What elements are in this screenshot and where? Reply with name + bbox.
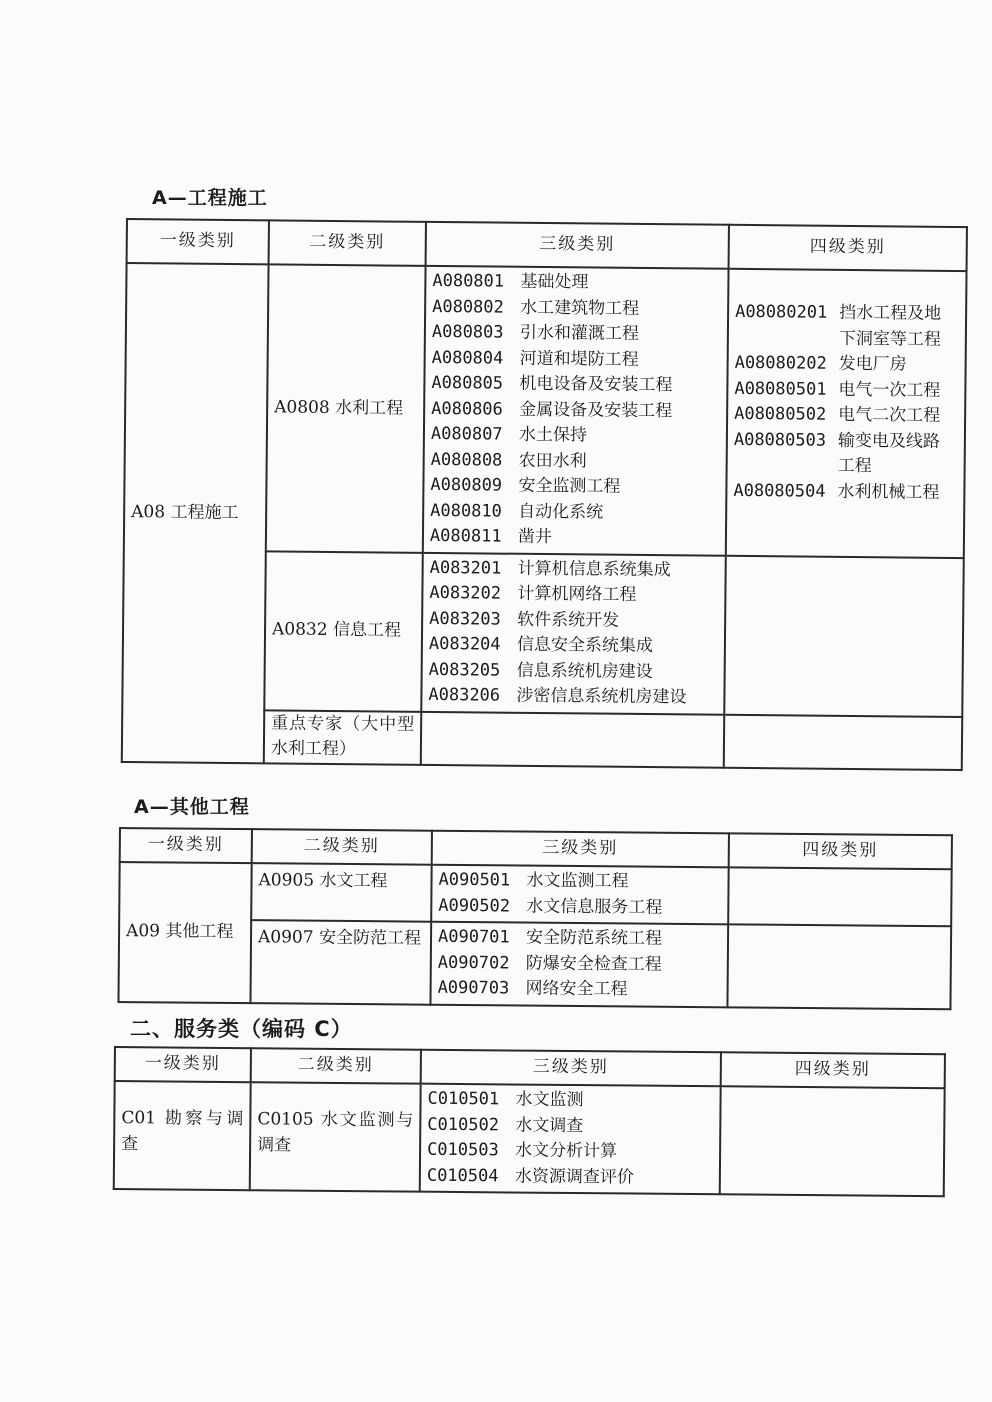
item-name: 发电厂房 (838, 353, 907, 375)
level2-cell: A0832 信息工程 (264, 551, 423, 711)
item-code: A080808 (430, 449, 503, 471)
item-name-continued: 工程 (837, 455, 872, 477)
list-item (432, 294, 721, 322)
list-item (733, 478, 957, 506)
level3-empty-cell (421, 711, 724, 767)
table-services (113, 1046, 946, 1197)
item-code: A083206 (428, 684, 501, 706)
item-name: 防爆安全检查工程 (525, 953, 662, 975)
item-code: C010501 (427, 1088, 500, 1110)
list-item (735, 351, 959, 379)
list-item (429, 581, 718, 609)
list-item (432, 320, 721, 348)
list-item (734, 376, 958, 404)
list-item (427, 1112, 713, 1140)
item-name: 水文调查 (515, 1115, 584, 1136)
item-name: 水文分析计算 (515, 1140, 618, 1162)
section-title-a08: A—工程施工 (152, 187, 268, 209)
item-code: A083201 (429, 557, 502, 579)
level1-cell: A08 工程施工 (122, 263, 269, 763)
item-name: 引水和灌溉工程 (519, 322, 640, 344)
list-item (429, 657, 718, 685)
item-code: A08080201 (735, 301, 828, 323)
item-code: C010502 (427, 1114, 500, 1135)
list-item (734, 402, 958, 430)
item-name: 信息系统机房建设 (516, 660, 653, 682)
list-item (438, 893, 721, 921)
item-code: A080807 (430, 423, 503, 445)
list-item (427, 1163, 713, 1191)
item-code: A080801 (432, 270, 505, 292)
item-code: C010503 (427, 1139, 499, 1161)
level2-cell: C0105 水文监测与调查 (250, 1082, 421, 1191)
list-item (431, 396, 720, 424)
item-name: 计算机网络工程 (517, 583, 637, 605)
item-code: A083205 (428, 659, 501, 681)
list-item (429, 632, 718, 660)
item-code: A083203 (429, 608, 501, 630)
header-level1: 一级类别 (120, 828, 252, 863)
item-name: 水文监测工程 (526, 870, 629, 892)
level4-empty-cell (728, 867, 951, 926)
list-item (428, 683, 717, 711)
item-name: 计算机信息系统集成 (517, 558, 671, 580)
item-code: A083204 (428, 633, 501, 655)
item-name: 软件系统开发 (517, 609, 620, 631)
item-code: A08080501 (734, 378, 827, 400)
item-code: A090703 (437, 977, 510, 999)
item-code: A090701 (437, 926, 510, 948)
list-item (431, 422, 720, 450)
level4-empty-cell (720, 1086, 945, 1196)
list-item (438, 925, 721, 953)
list-item (432, 345, 721, 373)
item-name: 水土保持 (518, 424, 588, 446)
list-item (430, 473, 719, 501)
item-name: 安全防范系统工程 (525, 927, 663, 949)
level1-cell: C01 勘察与调查 (114, 1081, 251, 1190)
item-name: 网络安全工程 (525, 978, 628, 1000)
item-code: A080810 (430, 500, 502, 522)
item-name: 信息安全系统集成 (516, 634, 654, 657)
item-name: 电气一次工程 (838, 379, 941, 401)
header-level4: 四级类别 (729, 833, 952, 869)
item-code: A080806 (431, 398, 503, 420)
item-name: 水文信息服务工程 (526, 896, 663, 918)
item-name: 河道和堤防工程 (519, 348, 639, 370)
header-level2: 二级类别 (269, 220, 426, 266)
list-item (734, 427, 958, 455)
table-a09-other-engineering (117, 827, 952, 1010)
item-name: 农田水利 (518, 450, 587, 471)
item-code: A080802 (432, 296, 504, 318)
level4-empty-cell (724, 714, 962, 769)
level4-list (726, 269, 967, 558)
list-item (438, 950, 721, 978)
level3-list (423, 266, 729, 555)
item-name: 金属设备及安装工程 (519, 399, 673, 421)
level1-cell: A09 其他工程 (118, 862, 251, 1003)
level2-cell: A0907 安全防范工程 (250, 920, 431, 1004)
level2-cell: 重点专家（大中型水利工程） (264, 710, 422, 765)
item-code: C010504 (426, 1165, 499, 1186)
header-level1: 一级类别 (115, 1047, 251, 1082)
item-name: 输变电及线路 (837, 430, 940, 452)
item-code: A08080202 (734, 352, 827, 374)
list-item (438, 868, 721, 896)
item-name: 基础处理 (520, 271, 589, 293)
item-name: 水利机械工程 (837, 481, 940, 503)
list-item (430, 524, 719, 552)
header-level3: 三级类别 (432, 831, 729, 868)
level2-cell: A0808 水利工程 (266, 264, 426, 552)
item-name: 挡水工程及地 (839, 302, 942, 324)
list-item (735, 300, 959, 328)
list-item (432, 269, 721, 297)
header-level4: 四级类别 (729, 225, 967, 271)
item-code: A090502 (438, 895, 511, 916)
item-code: A08080504 (733, 480, 826, 502)
level3-list (431, 865, 728, 925)
list-item (431, 447, 720, 475)
list-item (437, 976, 720, 1004)
item-code: A08080502 (734, 403, 827, 425)
table-row (124, 263, 967, 558)
item-name: 水工建筑物工程 (520, 297, 640, 319)
header-level1: 一级类别 (127, 219, 269, 264)
item-name: 水文监测 (515, 1089, 584, 1111)
item-code: A080805 (431, 372, 504, 394)
item-code: A083202 (429, 582, 502, 604)
level3-list (420, 1084, 721, 1195)
item-code: A08080503 (733, 429, 827, 451)
item-name: 自动化系统 (518, 501, 604, 523)
list-item (429, 606, 718, 634)
item-code: A080811 (429, 525, 502, 547)
item-name-continued: 下洞室等工程 (838, 328, 941, 350)
item-name: 机电设备及安装工程 (519, 373, 673, 396)
section-title-services: 二、服务类（编码 C） (130, 1017, 353, 1041)
item-name: 水资源调查评价 (514, 1166, 634, 1188)
list-item (427, 1138, 713, 1166)
list-item (430, 498, 719, 526)
header-level4: 四级类别 (721, 1052, 945, 1088)
table-a08-engineering (121, 218, 968, 771)
header-level2: 二级类别 (252, 829, 432, 865)
item-name: 涉密信息系统机房建设 (516, 685, 687, 708)
header-level3: 三级类别 (421, 1050, 721, 1087)
item-name: 安全监测工程 (518, 475, 621, 497)
list-item (430, 555, 719, 583)
header-level2: 二级类别 (251, 1048, 421, 1083)
table-row (119, 862, 951, 926)
item-code: A090702 (437, 952, 510, 973)
list-item (431, 371, 720, 399)
list-item (427, 1087, 713, 1115)
item-code: A090501 (438, 869, 511, 891)
level4-empty-cell (727, 924, 951, 1008)
table-row (114, 1081, 945, 1196)
section-title-a09: A—其他工程 (134, 796, 250, 818)
level2-cell: A0905 水文工程 (251, 863, 431, 922)
item-code: A080803 (431, 321, 504, 343)
item-name: 电气二次工程 (838, 404, 941, 426)
item-name: 凿井 (517, 526, 553, 548)
level3-list (430, 922, 728, 1007)
level3-list (421, 552, 726, 714)
level4-empty-cell (724, 555, 964, 716)
header-level3: 三级类别 (426, 222, 729, 269)
item-code: A080804 (431, 347, 504, 369)
item-code: A080809 (430, 474, 503, 496)
